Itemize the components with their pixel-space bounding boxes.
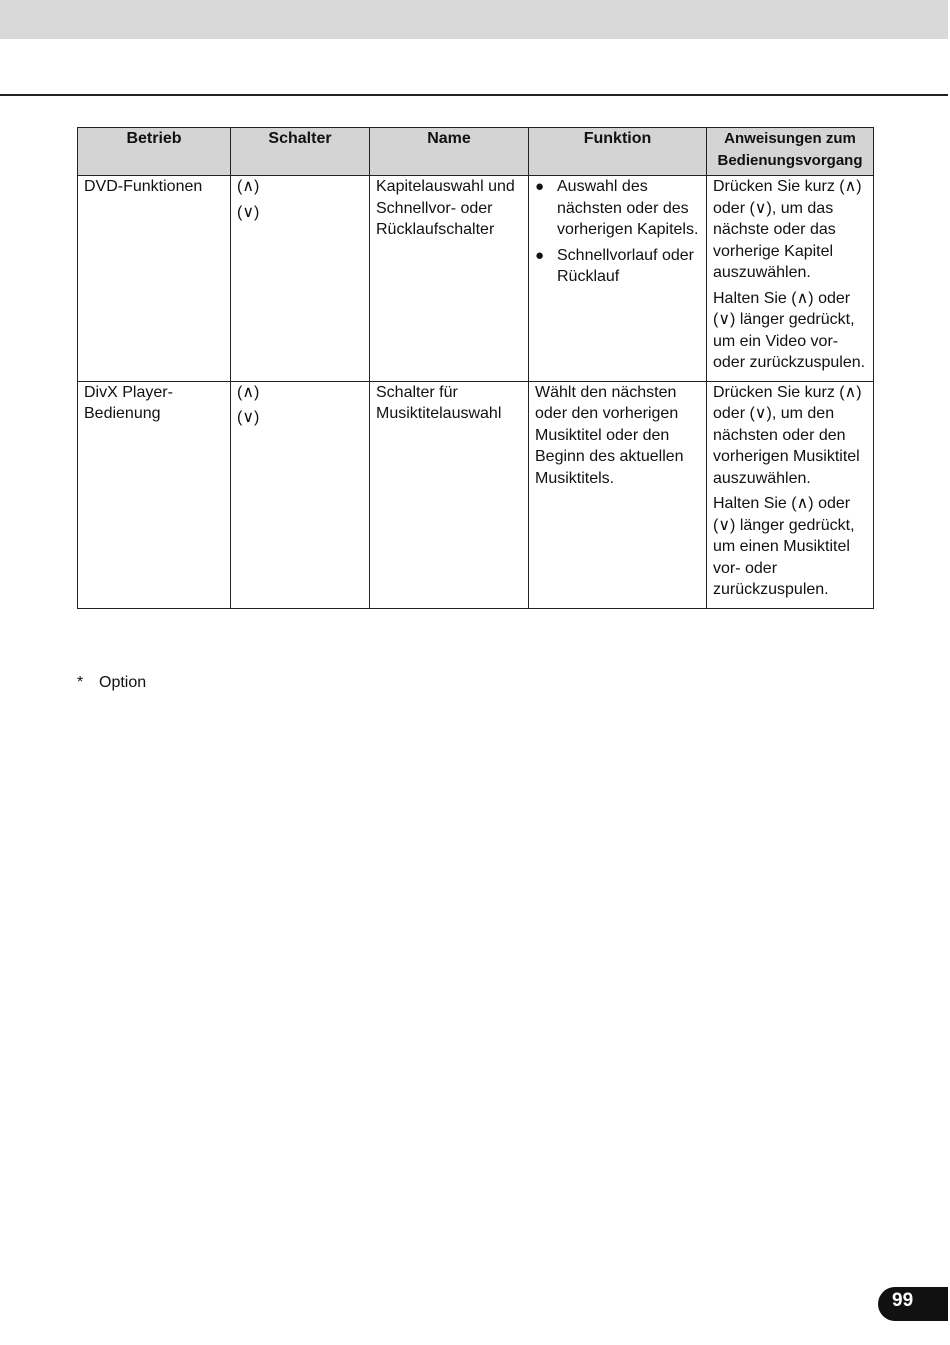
table-row	[78, 176, 874, 382]
up-switch-symbol: (∧)	[237, 383, 260, 401]
footnote-text: Option	[99, 674, 147, 691]
instruction-paragraph: Drücken Sie kurz (∧) oder (∨), um das nächste oder das vorherige Kapitel auszuwählen.	[713, 178, 862, 281]
switch-cell	[231, 381, 370, 608]
instruction-paragraph: Halten Sie (∧) oder (∨) länger gedrückt, um einen Musiktitel vor- oder zurückzuspulen.	[713, 495, 855, 598]
instruction-paragraph: Drücken Sie kurz (∧) oder (∨), um den nächsten oder den vorherigen Musiktitel auszuwählen.	[713, 383, 862, 487]
operation-cell: DivX Player-Bedienung	[78, 381, 231, 608]
name-cell: Kapitelauswahl und Schnellvor- oder Rücklaufschalter	[370, 176, 529, 382]
footnote	[77, 672, 146, 693]
down-switch-symbol: (∨)	[237, 203, 260, 221]
up-switch-symbol: (∧)	[237, 178, 260, 195]
column-header-instructions: Anweisungen zum Bedienungsvorgang	[707, 128, 874, 176]
bullet-icon: ●	[535, 246, 545, 264]
function-bullet-item	[535, 245, 700, 288]
switch-cell	[231, 176, 370, 382]
column-header-name: Name	[370, 128, 529, 176]
bullet-icon: ●	[535, 178, 545, 195]
column-header-function: Funktion	[529, 128, 707, 176]
down-switch-symbol: (∨)	[237, 409, 260, 426]
function-cell: Wählt den nächsten oder den vorherigen Musiktitel oder den Beginn des aktuellen Musiktitels.	[529, 381, 707, 608]
header-rule	[0, 94, 948, 96]
function-bullet-text: Schnellvorlauf oder Rücklauf	[557, 246, 694, 285]
name-cell: Schalter für Musiktitelauswahl	[370, 381, 529, 608]
operation-cell: DVD-Funktionen	[78, 176, 231, 382]
page-number-badge: 99	[878, 1287, 948, 1321]
controls-table	[77, 127, 874, 609]
function-bullet-item	[535, 176, 700, 241]
instruction-paragraph: Halten Sie (∧) oder (∨) länger gedrückt, um ein Video vor- oder zurückzuspulen.	[713, 289, 866, 371]
top-band	[0, 0, 948, 39]
footnote-marker: *	[77, 674, 84, 691]
table-header-row	[78, 128, 874, 176]
instructions-cell	[707, 176, 874, 382]
instructions-cell	[707, 381, 874, 608]
column-header-switch: Schalter	[231, 128, 370, 176]
table-row	[78, 381, 874, 608]
function-bullet-text: Auswahl des nächsten oder des vorherigen Kapitels.	[557, 178, 699, 238]
function-cell	[529, 176, 707, 382]
column-header-operation: Betrieb	[78, 128, 231, 176]
